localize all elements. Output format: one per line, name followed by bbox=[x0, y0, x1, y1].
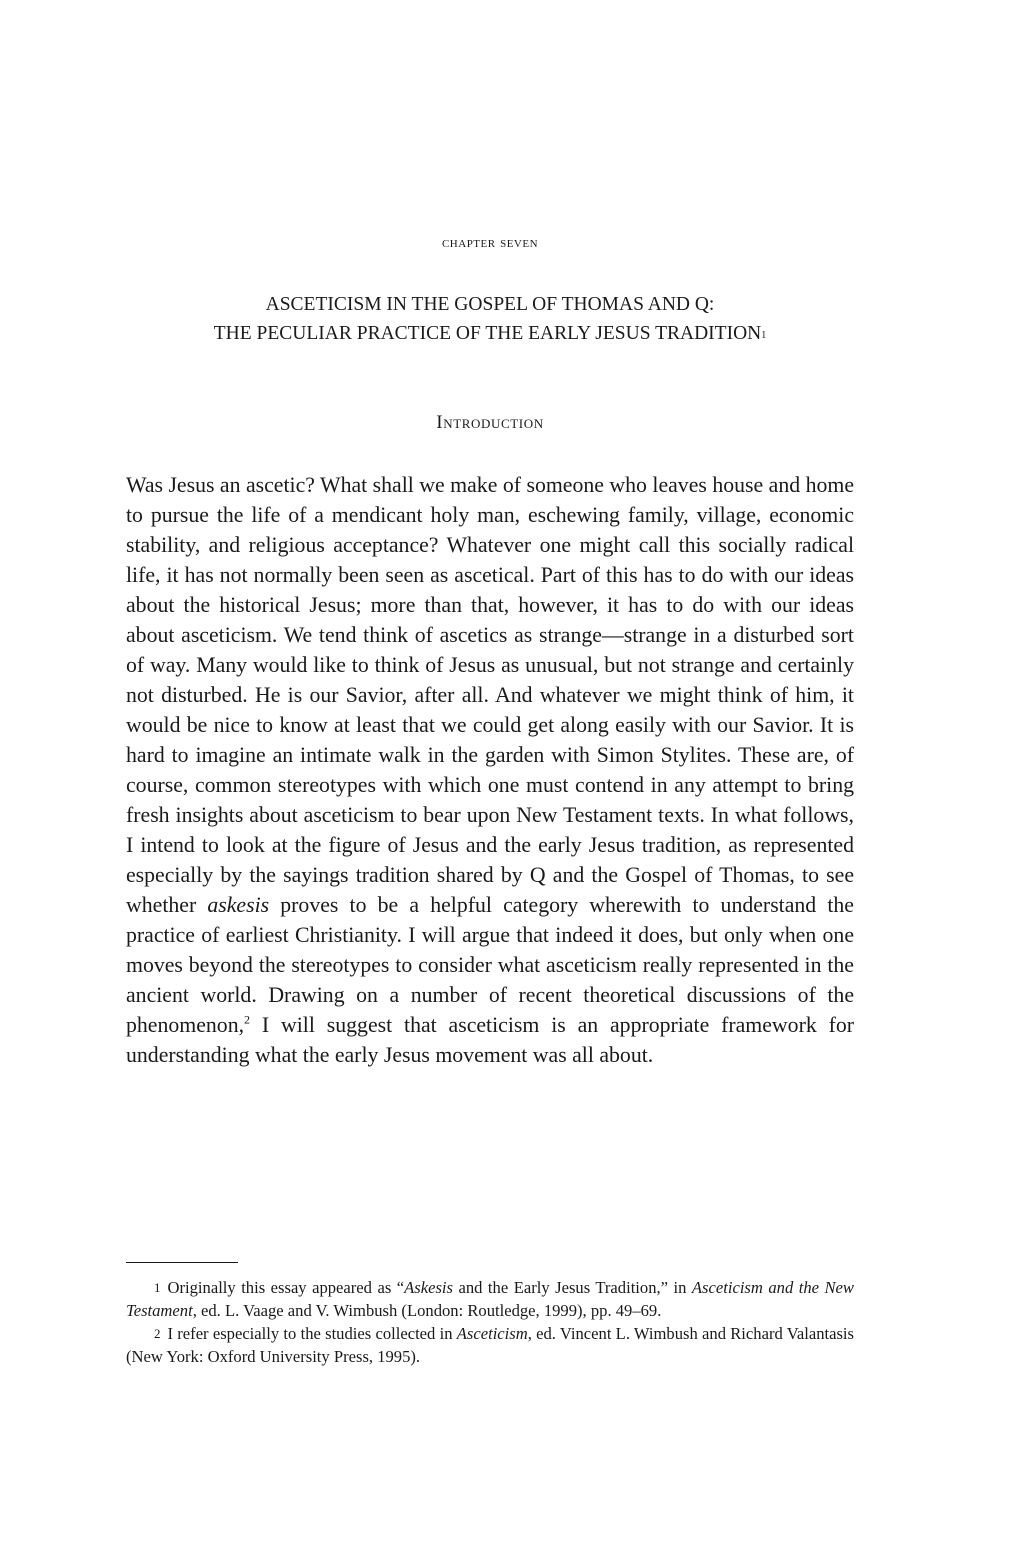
footnote-text: , ed. Vincent L. Wimbush and Richard Valantasis (New York: Oxford University Press, 1995). bbox=[126, 1324, 855, 1366]
footnote-italic: Asceticism bbox=[456, 1324, 528, 1343]
footnote-1 bbox=[126, 1276, 854, 1322]
footnote-italic: Askesis bbox=[404, 1278, 453, 1297]
body-text-segment: Was Jesus an ascetic? What shall we make of someone who leaves house and home to pursue the life of a mendicant holy man, eschewing family, village, economic stability, and religious acceptance? Whatever one might call this socially radical life, it has not normally been seen as ascetical. Part of this has to do with our ideas about the historical Jesus; more than that, however, it has to do with our ideas about asceticism. We tend think of ascetics as strange—strange in a disturbed sort of way. Many would like to think of Jesus as unusual, but not strange and certainly not disturbed. He is our Savior, after all. And whatever we might think of him, it would be nice to know at least that we could get along easily with our Savior. It is hard to imagine an intimate walk in the garden with Simon Stylites. These are, of course, common stereotypes with which one must contend in any attempt to bring fresh insights about asceticism to bear upon New Testament texts. In what follows, I intend to look at the figure of Jesus and the early Jesus tradition, as represented especially by the sayings tradition shared by Q and the Gospel of Thomas, to see whether bbox=[126, 473, 854, 917]
body-italic-term: askesis bbox=[207, 893, 270, 917]
footnote-text: and the Early Jesus Tradition,” in bbox=[453, 1278, 692, 1297]
footnote-number: 1 bbox=[154, 1280, 161, 1295]
chapter-label: chapter seven bbox=[441, 234, 539, 251]
body-text bbox=[126, 470, 854, 1070]
body-text-segment: proves to be a helpful category wherewith to understand the practice of earliest Christianity. I will argue that indeed it does, but only when one moves beyond the stereotypes to consider what asceticism really represented in the ancient world. Drawing on a number of recent theoretical discussions of the phenomenon, bbox=[126, 893, 854, 1037]
footnote-2 bbox=[126, 1322, 854, 1368]
footnote-italic: Asceticism and the New Testament bbox=[126, 1278, 854, 1320]
footnote-text: I refer especially to the studies collected in bbox=[167, 1324, 457, 1343]
chapter-title-line-2-text: THE PECULIAR PRACTICE OF THE EARLY JESUS TRADITION bbox=[213, 323, 762, 344]
book-page bbox=[126, 0, 854, 1546]
footnote-separator bbox=[126, 1262, 238, 1263]
footnote-text: Originally this essay appeared as “ bbox=[167, 1278, 405, 1297]
title-footnote-ref[interactable]: 1 bbox=[761, 330, 767, 341]
section-heading: Introduction bbox=[436, 412, 544, 433]
body-text-segment: I will suggest that asceticism is an appropriate framework for understanding what the early Jesus movement was all about. bbox=[126, 1013, 854, 1067]
footnote-text: , ed. L. Vaage and V. Wimbush (London: Routledge, 1999), pp. 49–69. bbox=[192, 1301, 662, 1320]
body-paragraph bbox=[126, 470, 854, 1070]
body-footnote-ref[interactable]: 2 bbox=[244, 1012, 251, 1027]
chapter-title bbox=[126, 290, 854, 348]
footnote-number: 2 bbox=[154, 1326, 161, 1341]
chapter-title-line-1: ASCETICISM IN THE GOSPEL OF THOMAS AND Q: bbox=[265, 294, 715, 315]
footnotes bbox=[126, 1276, 854, 1368]
chapter-title-line-2 bbox=[126, 319, 854, 348]
